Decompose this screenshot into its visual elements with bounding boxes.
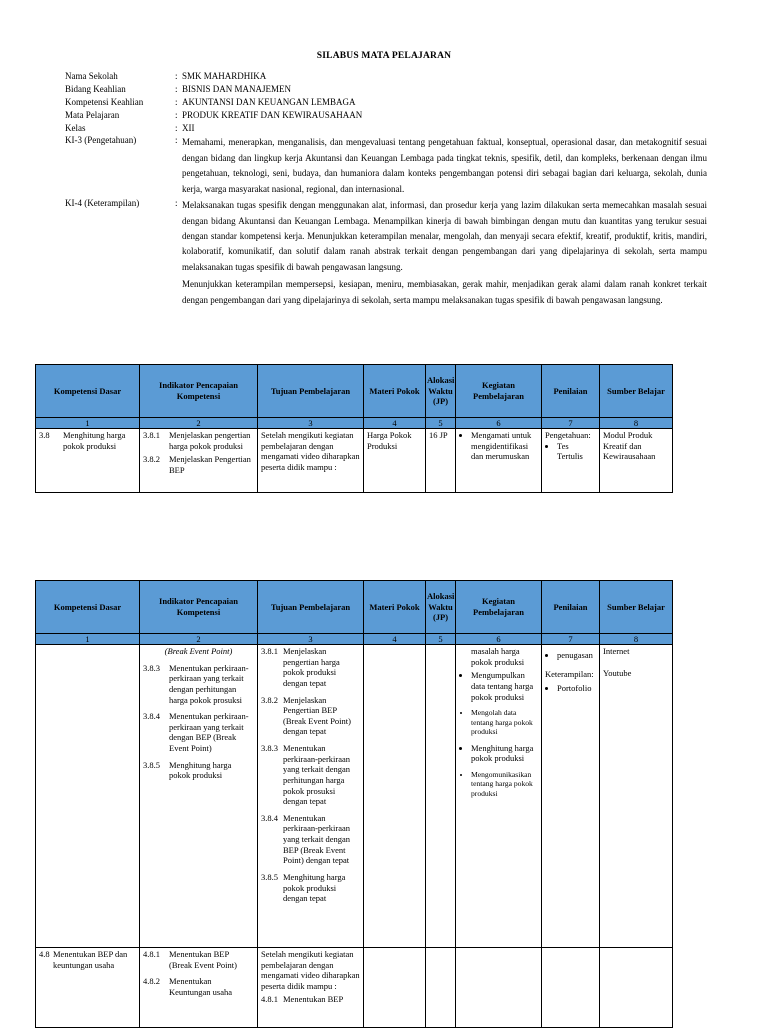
indikator-cell: 4.8.1 Menentukan BEP (Break Event Point) 4.8.2 Menentukan Keuntungan usaha — [140, 948, 258, 1028]
kd-cell: 4.8 Menentukan BEP dan keuntungan usaha — [36, 948, 140, 1028]
header-kegiatan: Kegiatan Pembelajaran — [456, 581, 542, 634]
sumber-cell: Internet Youtube — [600, 645, 673, 948]
list-item: • Mengolah data tentang harga pokok produksi — [471, 708, 538, 736]
list-item: • Menghitung harga pokok produksi — [471, 743, 538, 764]
column-number-row: 1 2 3 4 5 6 7 8 — [36, 418, 673, 429]
list-item: • Portofolio — [557, 683, 596, 694]
info-row-competency: Kompetensi Keahlian : AKUNTANSI DAN KEUANGAN LEMBAGA — [65, 96, 356, 107]
materi-cell — [364, 645, 426, 948]
header-alokasi: Alokasi Waktu (JP) — [426, 581, 456, 634]
ki4-text: Melaksanakan tugas spesifik dengan menggunakan alat, informasi, dan prosedur kerja yang lazim dilakukan serta memecahkan masalah sesuai dengan bidang Akuntansi dan Keuangan Lembaga. Menampilkan kinerja di bawah bimbingan dengan mutu dan kuantitas yang terukur sesuai dengan standar kompetensi kerja. Menunjukkan keterampilan menalar, mengolah, dan menyaji secara efektif, kreatif, produktif, kritis, mandiri, kolaboratif, komunikatif, dan solutif dalam ranah abstrak terkait dengan pengembangan dari yang dipelajarinya di sekolah, serta mampu melaksanakan tugas spesifik di bawah pengawasan langsung. — [182, 200, 707, 272]
header-kd: Kompetensi Dasar — [36, 365, 140, 418]
info-row-field: Bidang Keahlian : BISNIS DAN MANAJEMEN — [65, 83, 292, 94]
penilaian-cell: • penugasan Keterampilan: • Portofolio — [542, 645, 600, 948]
info-row-ki3: KI-3 (Pengetahuan) : Memahami, menerapkan, menganalisis, dan mengevaluasi tentang pengetahuan faktual, konseptual, operasional dasar, dan metakognitif sesuai dengan bidang dan lingkup kerja Akuntansi dan Keuangan Lembaga pada tingkat teknis, spesifik, detil, dan kompleks, berkenaan dengan ilmu pengetahuan, teknologi, seni, budaya, dan humaniora dalam konteks pengembangan potensi diri sebagai bagian dari keluarga, sekolah, dunia kerja, warga masyarakat nasional, regional, dan internasional. — [65, 135, 707, 197]
info-row-ki4: KI-4 (Keterampilan) : Melaksanakan tugas spesifik dengan menggunakan alat, informasi, dan prosedur kerja yang lazim dilakukan serta memecahkan masalah sesuai dengan bidang Akuntansi dan Keuangan Lembaga. Menampilkan kinerja di bawah bimbingan dengan mutu dan kuantitas yang terukur sesuai dengan standar kompetensi kerja. Menunjukkan keterampilan menalar, mengolah, dan menyaji secara efektif, kreatif, produktif, kritis, mandiri, kolaboratif, komunikatif, dan solutif dalam ranah abstrak terkait dengan pengembangan dari yang dipelajarinya di sekolah, serta mampu melaksanakan tugas spesifik di bawah pengawasan langsung. Menunjukkan keterampilan mempersepsi, kesiapan, meniru, membiasakan, gerak mahir, menjadikan gerak alami dalam ranah konkret terkait dengan pengembangan dari yang dipelajarinya di sekolah, serta mampu melaksanakan tugas spesifik di bawah pengawasan langsung. — [65, 198, 707, 308]
header-materi: Materi Pokok — [364, 581, 426, 634]
penilaian-cell — [542, 948, 600, 1028]
header-indikator: Indikator Pencapaian Kompetensi — [140, 581, 258, 634]
indikator-cell: 3.8.1 Menjelaskan pengertian harga pokok produksi 3.8.2 Menjelaskan Pengertian BEP — [140, 429, 258, 493]
column-number-row: 1 2 3 4 5 6 7 8 — [36, 634, 673, 645]
alokasi-cell — [426, 948, 456, 1028]
table-row — [36, 645, 673, 948]
table-header-row — [36, 365, 673, 418]
syllabus-table-1 — [35, 364, 673, 493]
header-kegiatan: Kegiatan Pembelajaran — [456, 365, 542, 418]
header-sumber: Sumber Belajar — [600, 581, 673, 634]
indikator-cell: (Break Event Point) 3.8.3 Menentukan perkiraan-perkiraan yang terkait dengan perhitungan harga pokok prosuksi 3.8.4 Menentukan perkiraan-perkiraan yang terkait dengan BEP (Break Event Point) 3.8.5 Menghitung harga pokok produksi — [140, 645, 258, 948]
list-item: • Mengumpulkan data tentang harga pokok produksi — [471, 670, 538, 702]
table-header-row — [36, 581, 673, 634]
materi-cell — [364, 948, 426, 1028]
list-item: • Mengomunikasikan tentang harga pokok produksi — [471, 770, 538, 798]
ki3-text: Memahami, menerapkan, menganalisis, dan mengevaluasi tentang pengetahuan faktual, konseptual, operasional dasar, dan metakognitif sesuai dengan bidang dan lingkup kerja Akuntansi dan Keuangan Lembaga pada tingkat teknis, spesifik, detil, dan kompleks, berkenaan dengan ilmu pengetahuan, teknologi, seni, budaya, dan humaniora dalam konteks pengembangan potensi diri sebagai bagian dari keluarga, sekolah, dunia kerja, warga masyarakat nasional, regional, dan internasional. — [182, 137, 707, 194]
sumber-cell: Modul Produk Kreatif dan Kewirausahaan — [600, 429, 673, 493]
syllabus-table-2 — [35, 580, 673, 1028]
alokasi-cell: 16 JP — [426, 429, 456, 493]
tujuan-cell: Setelah mengikuti kegiatan pembelajaran dengan mengamati video diharapkan peserta didik mampu : 4.8.1 Menentukan BEP — [258, 948, 364, 1028]
kegiatan-cell — [456, 948, 542, 1028]
kd-cell: 3.8 Menghitung harga pokok produksi — [36, 429, 140, 493]
materi-cell: Harga Pokok Produksi — [364, 429, 426, 493]
list-item: • Mengamati untuk mengidentifikasi dan merumuskan — [471, 430, 538, 462]
info-row-subject: Mata Pelajaran : PRODUK KREATIF DAN KEWIRAUSAHAAN — [65, 109, 363, 120]
header-tujuan: Tujuan Pembelajaran — [258, 581, 364, 634]
info-row-class: Kelas : XII — [65, 122, 195, 133]
tujuan-cell: 3.8.1 Menjelaskan pengertian harga pokok produksi dengan tepat 3.8.2 Menjelaskan Pengertian BEP (Break Event Point) dengan tepat 3.8.3 Menentukan perkiraan-perkiraan yang terkait dengan perhitungan harga pokok prosuksi dengan tepat 3.8.4 Menentukan perkiraan-perkiraan yang terkait dengan BEP (Break Event Point) dengan tepat 3.8.5 Menghitung harga pokok produksi dengan tepat — [258, 645, 364, 948]
table-row — [36, 948, 673, 1028]
kegiatan-cell: masalah harga pokok produksi • Mengumpulkan data tentang harga pokok produksi • Mengolah data tentang harga pokok produksi • Menghitung harga pokok produksi • Mengomunikasikan tentang harga pokok produksi — [456, 645, 542, 948]
header-penilaian: Penilaian — [542, 581, 600, 634]
kegiatan-cell — [456, 429, 542, 493]
syllabus-info — [65, 71, 707, 309]
header-tujuan: Tujuan Pembelajaran — [258, 365, 364, 418]
header-kd: Kompetensi Dasar — [36, 581, 140, 634]
table-row — [36, 429, 673, 493]
alokasi-cell — [426, 645, 456, 948]
header-materi: Materi Pokok — [364, 365, 426, 418]
header-penilaian: Penilaian — [542, 365, 600, 418]
document-title: SILABUS MATA PELAJARAN — [316, 51, 452, 61]
info-row-school: Nama Sekolah : SMK MAHARDHIKA — [65, 71, 267, 81]
ki4-text-2: Menunjukkan keterampilan mempersepsi, kesiapan, meniru, membiasakan, gerak mahir, menjadikan gerak alami dalam ranah konkret terkait dengan pengembangan dari yang dipelajarinya di sekolah, serta mampu melaksanakan tugas spesifik di bawah pengawasan langsung. — [182, 279, 707, 305]
list-item: • penugasan — [557, 650, 596, 661]
list-item: • Tes Tertulis — [557, 441, 596, 462]
header-indikator: Indikator Pencapaian Kompetensi — [140, 365, 258, 418]
sumber-cell — [600, 948, 673, 1028]
header-alokasi: Alokasi Waktu (JP) — [426, 365, 456, 418]
tujuan-cell: Setelah mengikuti kegiatan pembelajaran dengan mengamati video diharapkan peserta didik mampu : — [258, 429, 364, 493]
penilaian-cell: Pengetahuan: • Tes Tertulis — [542, 429, 600, 493]
header-sumber: Sumber Belajar — [600, 365, 673, 418]
kd-cell — [36, 645, 140, 948]
